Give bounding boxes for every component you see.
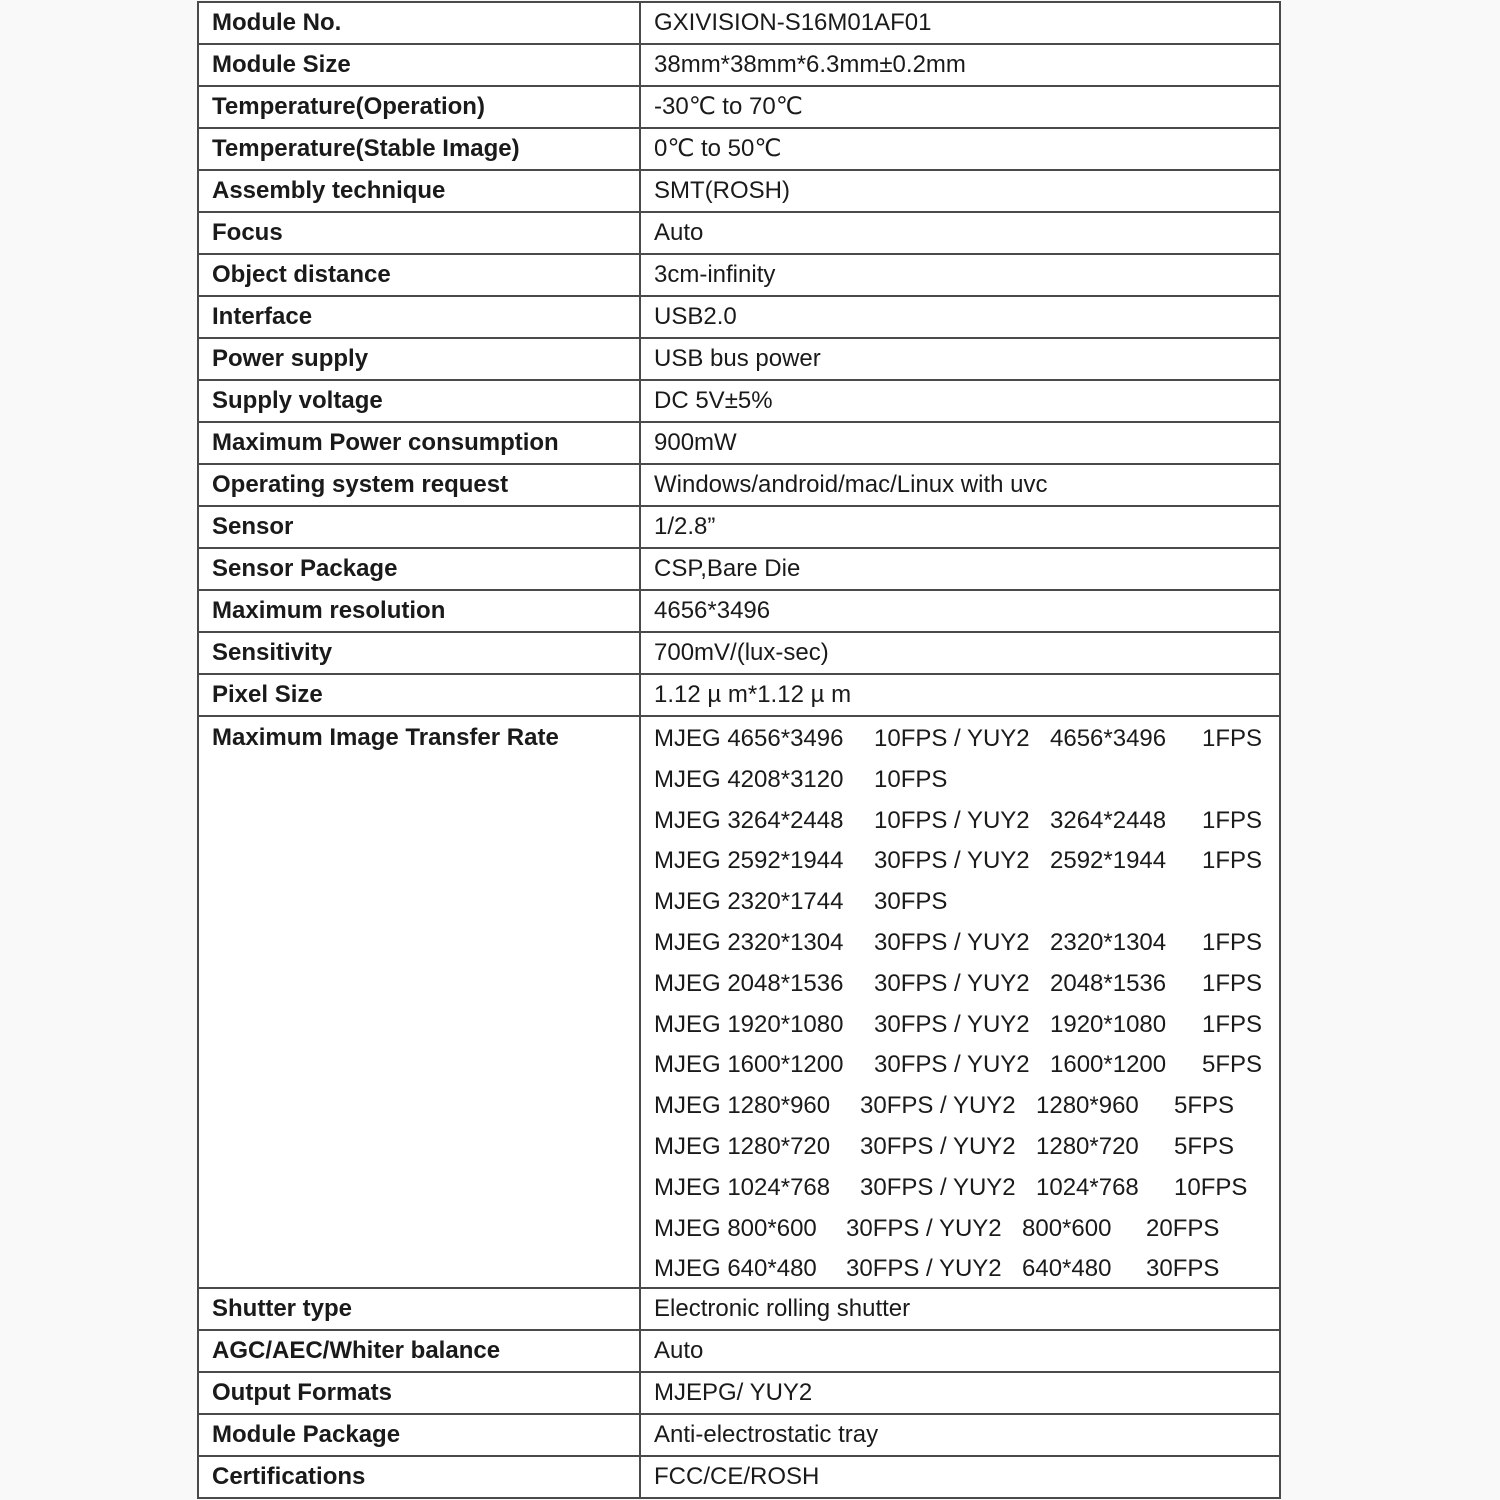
spec-value: 1.12 µ m*1.12 µ m: [654, 681, 852, 708]
mjeg-resolution: MJEG 4208*3120: [654, 765, 844, 793]
spec-label: Sensitivity: [199, 633, 641, 673]
spec-value: Electronic rolling shutter: [654, 1295, 911, 1322]
spec-row-module-size: [199, 43, 1279, 85]
spec-label: Module Package: [199, 1415, 641, 1455]
transfer-rate-line: [654, 1168, 1279, 1209]
yuy2-fps: 10FPS: [1174, 1173, 1248, 1201]
mjeg-resolution: MJEG 1024*768: [654, 1173, 831, 1201]
mjeg-fps: 30FPS / YUY2: [874, 1051, 1030, 1079]
spec-label: Pixel Size: [199, 675, 641, 715]
mjeg-resolution: MJEG 2592*1944: [654, 847, 844, 875]
spec-row-supply-voltage: [199, 379, 1279, 421]
spec-value: CSP,Bare Die: [654, 555, 801, 582]
yuy2-resolution: 2320*1304: [1050, 928, 1167, 956]
spec-label: Sensor Package: [199, 549, 641, 589]
spec-row-pixel-size: [199, 673, 1279, 715]
mjeg-fps: 30FPS / YUY2: [860, 1132, 1016, 1160]
mjeg-resolution: MJEG 1280*720: [654, 1132, 831, 1160]
yuy2-resolution: 800*600: [1022, 1214, 1112, 1242]
spec-table: [197, 1, 1281, 1499]
spec-value: 1/2.8”: [654, 513, 716, 540]
spec-row-assembly-technique: [199, 169, 1279, 211]
yuy2-resolution: 1280*720: [1036, 1132, 1139, 1160]
mjeg-fps: 10FPS / YUY2: [874, 725, 1030, 752]
spec-label: Certifications: [199, 1457, 641, 1497]
spec-label: Power supply: [199, 339, 641, 379]
spec-value: DC 5V±5%: [654, 387, 773, 414]
transfer-rate-line: [654, 1005, 1279, 1046]
mjeg-resolution: MJEG 1920*1080: [654, 1010, 844, 1038]
spec-row-sensor: [199, 505, 1279, 547]
transfer-rate-line: [654, 841, 1279, 882]
spec-value: Auto: [654, 219, 704, 246]
yuy2-resolution: 1920*1080: [1050, 1010, 1167, 1038]
spec-label: Operating system request: [199, 465, 641, 505]
spec-value: Anti-electrostatic tray: [654, 1421, 879, 1448]
yuy2-fps: 5FPS: [1202, 1051, 1263, 1079]
mjeg-fps: 30FPS / YUY2: [874, 847, 1030, 875]
spec-label: Temperature(Operation): [199, 87, 641, 127]
yuy2-fps: 1FPS: [1202, 725, 1263, 752]
spec-row-shutter-type: [199, 1287, 1279, 1329]
spec-value: FCC/CE/ROSH: [654, 1463, 820, 1490]
spec-label: Sensor: [199, 507, 641, 547]
mjeg-resolution: MJEG 4656*3496: [654, 725, 844, 752]
spec-row-interface: [199, 295, 1279, 337]
spec-label: Shutter type: [199, 1289, 641, 1329]
mjeg-resolution: MJEG 1280*960: [654, 1092, 831, 1120]
spec-value: 700mV/(lux-sec): [654, 639, 829, 666]
mjeg-resolution: MJEG 800*600: [654, 1214, 817, 1242]
mjeg-fps: 30FPS / YUY2: [846, 1255, 1002, 1283]
yuy2-fps: 1FPS: [1202, 806, 1263, 834]
spec-value: 900mW: [654, 429, 737, 456]
transfer-rate-line: [654, 760, 1279, 801]
spec-row-sensitivity: [199, 631, 1279, 673]
mjeg-fps: 30FPS: [874, 888, 948, 916]
mjeg-resolution: MJEG 2320*1744: [654, 888, 844, 916]
yuy2-fps: 1FPS: [1202, 1010, 1263, 1038]
transfer-rate-line: [654, 1127, 1279, 1168]
yuy2-resolution: 1024*768: [1036, 1173, 1139, 1201]
spec-value: 3cm-infinity: [654, 261, 776, 288]
mjeg-fps: 30FPS / YUY2: [874, 969, 1030, 997]
mjeg-resolution: MJEG 3264*2448: [654, 806, 844, 834]
transfer-rate-line: [654, 964, 1279, 1005]
transfer-rate-line: [654, 1045, 1279, 1086]
spec-row-object-distance: [199, 253, 1279, 295]
yuy2-resolution: 2048*1536: [1050, 969, 1167, 997]
spec-value: USB2.0: [654, 303, 737, 330]
yuy2-fps: 1FPS: [1202, 847, 1263, 875]
spec-label: Focus: [199, 213, 641, 253]
yuy2-resolution: 1280*960: [1036, 1092, 1139, 1120]
spec-row-output-formats: [199, 1371, 1279, 1413]
yuy2-fps: 20FPS: [1146, 1214, 1220, 1242]
mjeg-fps: 10FPS / YUY2: [874, 806, 1030, 834]
spec-row-os-request: [199, 463, 1279, 505]
spec-label: Output Formats: [199, 1373, 641, 1413]
transfer-rate-list: [641, 717, 1279, 1287]
transfer-rate-line: [654, 1209, 1279, 1250]
mjeg-resolution: MJEG 2048*1536: [654, 969, 844, 997]
spec-label: Module Size: [199, 45, 641, 85]
mjeg-fps: 30FPS / YUY2: [874, 928, 1030, 956]
spec-row-module-no: [199, 3, 1279, 43]
spec-label: Maximum resolution: [199, 591, 641, 631]
yuy2-fps: 1FPS: [1202, 969, 1263, 997]
spec-row-max-power: [199, 421, 1279, 463]
spec-value: -30℃ to 70℃: [654, 93, 803, 120]
spec-value: USB bus power: [654, 345, 821, 372]
yuy2-fps: 5FPS: [1174, 1132, 1235, 1160]
spec-value: 0℃ to 50℃: [654, 135, 782, 162]
spec-value: Windows/android/mac/Linux with uvc: [654, 471, 1048, 498]
transfer-rate-line: [654, 923, 1279, 964]
spec-value: 4656*3496: [654, 597, 771, 624]
spec-row-max-resolution: [199, 589, 1279, 631]
spec-label: Object distance: [199, 255, 641, 295]
spec-label: AGC/AEC/Whiter balance: [199, 1331, 641, 1371]
spec-value: Auto: [654, 1337, 704, 1364]
transfer-rate-line: [654, 1086, 1279, 1127]
spec-value: MJEPG/ YUY2: [654, 1379, 813, 1406]
spec-row-power-supply: [199, 337, 1279, 379]
spec-label: Interface: [199, 297, 641, 337]
spec-value: SMT(ROSH): [654, 177, 790, 204]
spec-row-transfer-rate: [199, 715, 1279, 1287]
spec-label: Temperature(Stable Image): [199, 129, 641, 169]
spec-row-agc-aec-white-balance: [199, 1329, 1279, 1371]
spec-row-sensor-package: [199, 547, 1279, 589]
spec-row-certifications: [199, 1455, 1279, 1497]
spec-label: Assembly technique: [199, 171, 641, 211]
spec-row-module-package: [199, 1413, 1279, 1455]
spec-label: Supply voltage: [199, 381, 641, 421]
yuy2-resolution: 4656*3496: [1050, 725, 1167, 752]
spec-row-focus: [199, 211, 1279, 253]
yuy2-fps: 5FPS: [1174, 1092, 1235, 1120]
mjeg-fps: 30FPS / YUY2: [846, 1214, 1002, 1242]
mjeg-fps: 10FPS: [874, 765, 948, 793]
mjeg-fps: 30FPS / YUY2: [874, 1010, 1030, 1038]
spec-row-temperature-operation: [199, 85, 1279, 127]
mjeg-fps: 30FPS / YUY2: [860, 1173, 1016, 1201]
transfer-rate-line: [654, 719, 1279, 760]
mjeg-fps: 30FPS / YUY2: [860, 1092, 1016, 1120]
mjeg-resolution: MJEG 640*480: [654, 1255, 817, 1283]
yuy2-fps: 30FPS: [1146, 1255, 1220, 1283]
yuy2-resolution: 640*480: [1022, 1255, 1112, 1283]
spec-label: Maximum Power consumption: [199, 423, 641, 463]
transfer-rate-line: [654, 801, 1279, 842]
spec-label: Module No.: [199, 3, 641, 43]
transfer-rate-line: [654, 1249, 1279, 1290]
yuy2-resolution: 3264*2448: [1050, 806, 1167, 834]
yuy2-fps: 1FPS: [1202, 928, 1263, 956]
yuy2-resolution: 1600*1200: [1050, 1051, 1167, 1079]
spec-label: Maximum Image Transfer Rate: [199, 717, 641, 1287]
spec-row-temperature-stable-image: [199, 127, 1279, 169]
mjeg-resolution: MJEG 2320*1304: [654, 928, 844, 956]
spec-value: GXIVISION-S16M01AF01: [654, 9, 932, 36]
spec-value: 38mm*38mm*6.3mm±0.2mm: [654, 51, 966, 78]
mjeg-resolution: MJEG 1600*1200: [654, 1051, 844, 1079]
yuy2-resolution: 2592*1944: [1050, 847, 1167, 875]
transfer-rate-line: [654, 882, 1279, 923]
